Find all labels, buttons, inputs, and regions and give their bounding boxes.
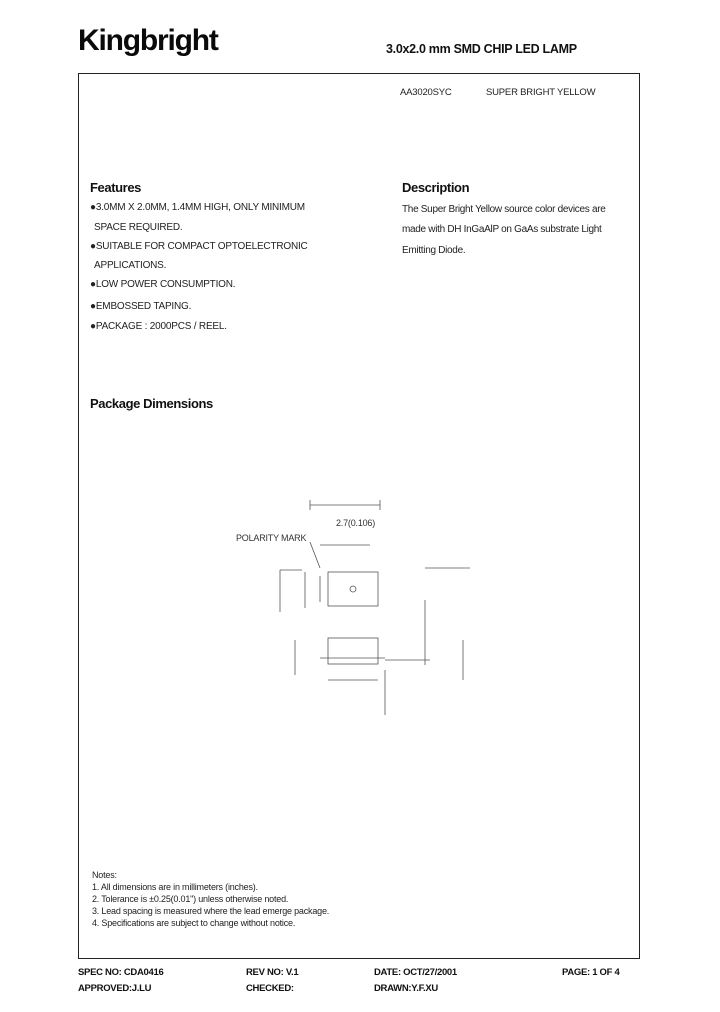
drawn-by: DRAWN:Y.F.XU xyxy=(374,983,438,994)
feature-line: ●3.0MM X 2.0MM, 1.4MM HIGH, ONLY MINIMUM xyxy=(90,202,305,213)
feature-line: ●EMBOSSED TAPING. xyxy=(90,301,192,312)
notes-title: Notes: xyxy=(92,870,117,880)
revision-number: REV NO: V.1 xyxy=(246,967,299,978)
package-dimensions-heading: Package Dimensions xyxy=(90,396,213,411)
feature-line: SPACE REQUIRED. xyxy=(94,222,183,233)
part-number: AA3020SYC xyxy=(400,87,452,98)
description-line: The Super Bright Yellow source color devices are xyxy=(402,204,606,215)
note-item: 3. Lead spacing is measured where the lead emerge package. xyxy=(92,906,330,916)
page-number: PAGE: 1 OF 4 xyxy=(562,967,620,978)
checked-by: CHECKED: xyxy=(246,983,294,994)
features-heading: Features xyxy=(90,180,141,195)
description-heading: Description xyxy=(402,180,470,195)
feature-line: APPLICATIONS. xyxy=(94,260,167,271)
dimension-label: 2.7(0.106) xyxy=(336,518,376,528)
approved-by: APPROVED:J.LU xyxy=(78,983,152,994)
document-title: 3.0x2.0 mm SMD CHIP LED LAMP xyxy=(386,42,577,56)
feature-line: ●LOW POWER CONSUMPTION. xyxy=(90,279,236,290)
note-item: 1. All dimensions are in millimeters (inches). xyxy=(92,882,258,892)
feature-line: ●SUITABLE FOR COMPACT OPTOELECTRONIC xyxy=(90,241,308,252)
part-color-name: SUPER BRIGHT YELLOW xyxy=(486,87,596,98)
kingbright-logo: Kingbright xyxy=(78,24,218,57)
description-line: Emitting Diode. xyxy=(402,245,466,256)
note-item: 4. Specifications are subject to change without notice. xyxy=(92,918,296,928)
note-item: 2. Tolerance is ±0.25(0.01") unless otherwise noted. xyxy=(92,894,289,904)
feature-line: ●PACKAGE : 2000PCS / REEL. xyxy=(90,321,227,332)
spec-number: SPEC NO: CDA0416 xyxy=(78,967,164,978)
polarity-mark-label: POLARITY MARK xyxy=(236,533,307,543)
description-line: made with DH InGaAlP on GaAs substrate Light xyxy=(402,224,602,235)
document-date: DATE: OCT/27/2001 xyxy=(374,967,457,978)
